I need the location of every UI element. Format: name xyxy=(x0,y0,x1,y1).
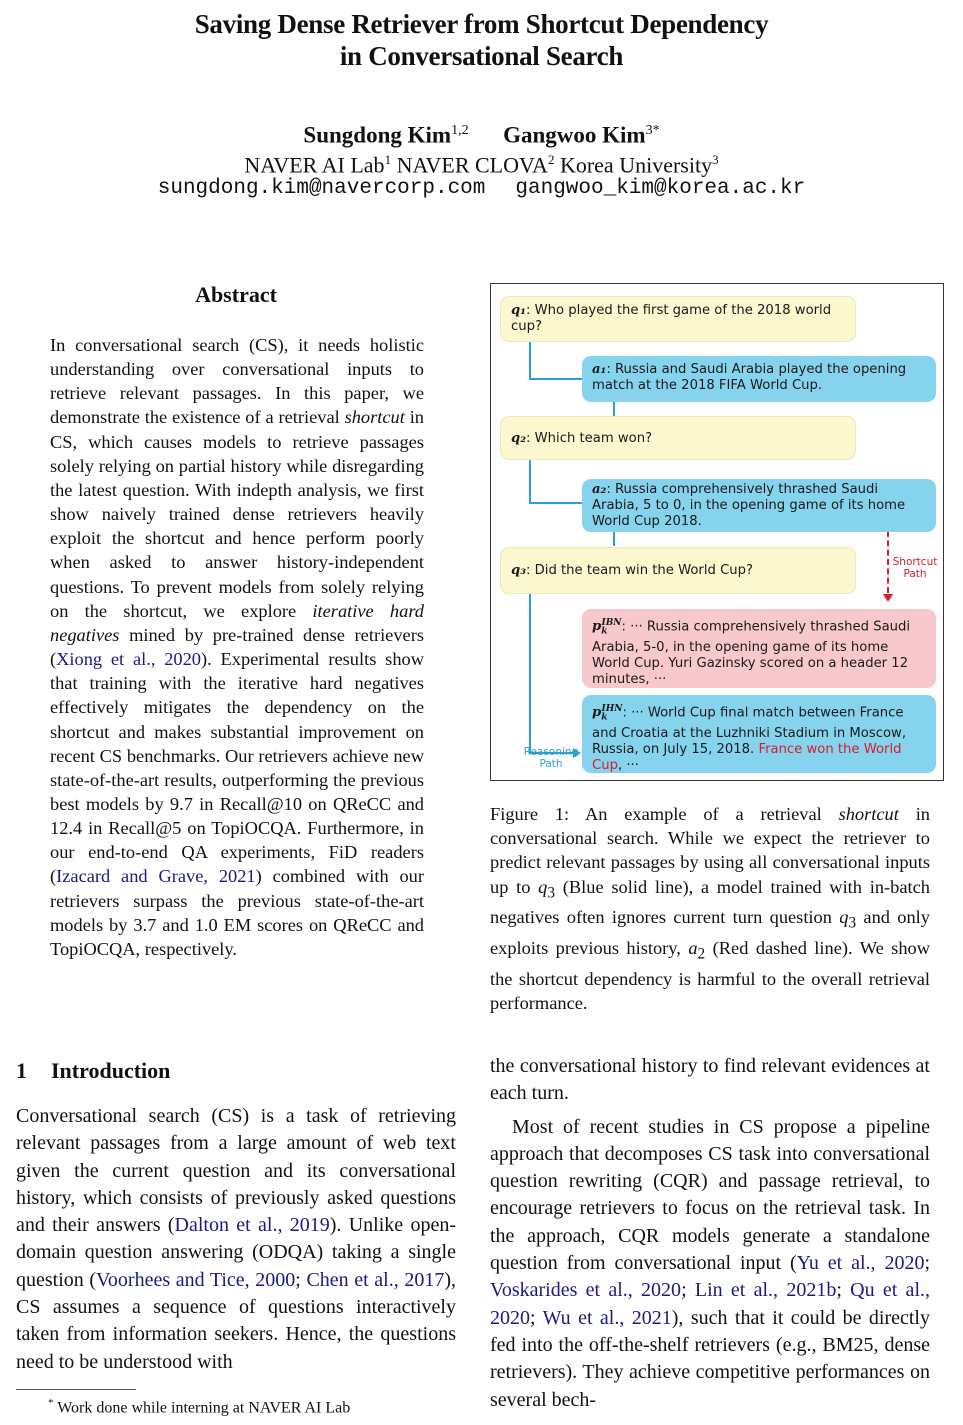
body-text: ; xyxy=(924,1252,931,1275)
affil-mark: 2 xyxy=(547,152,555,167)
reasoning-label-line: Reasoning xyxy=(523,746,579,758)
turn-label: q₁ xyxy=(511,303,526,318)
shortcut-connector xyxy=(887,531,889,593)
title-line-1: Saving Dense Retriever from Shortcut Dependency xyxy=(194,9,769,39)
passage-answer-highlight: France won the World Cup xyxy=(592,742,902,774)
reasoning-connector xyxy=(529,594,531,754)
intro-right-column xyxy=(490,1053,930,1414)
body-text: Most of recent studies in CS propose a pipeline approach that decomposes CS task into conversational question rewriting (CQR) and passage retrieval, to encourage retrievers to focus on the retrieval task. In the approach, CQR models generate a standalone question from conversational input ( xyxy=(490,1115,930,1275)
body-paragraph xyxy=(490,1114,930,1414)
abstract-text: mined by pre-trained dense retrievers ( xyxy=(50,624,424,670)
paper-title xyxy=(0,8,963,72)
body-text: ; xyxy=(836,1279,851,1302)
question-q3 xyxy=(500,547,856,594)
affil-mark: 3 xyxy=(712,152,719,167)
passage-text: , ··· xyxy=(617,758,639,774)
passage-text: : ··· World Cup final match between France and Croatia at the Luzhniki Stadium in Moscow, Russia, on July 15, 2018. xyxy=(592,705,907,758)
turn-text: : Who played the first game of the 2018 world cup? xyxy=(511,303,832,334)
figure-1 xyxy=(490,283,944,781)
citation-link[interactable]: Yu et al., 2020 xyxy=(796,1252,925,1275)
caption-text: (Red dashed line). We show the shortcut dependency is harmful to the overall retrieval performance. xyxy=(490,938,930,1014)
reasoning-connector xyxy=(529,502,583,504)
shortcut-label-line: Path xyxy=(903,568,927,580)
abstract-text: in CS, which causes models to retrieve passages solely relying on partial history while disregarding the latest question. With indepth analysis, we first show naively trained dense retrievers heavily exploit the shortcut and hence perform poorly when asked to answer history-independent questions. To prevent models from solely relying on the shortcut, we explore xyxy=(50,407,425,621)
body-text: ; xyxy=(681,1279,695,1302)
question-q2 xyxy=(500,416,856,460)
body-text: ). Unlike open-domain question answering (ODQA) taking a single question ( xyxy=(16,1214,456,1291)
caption-text: and only exploits previous history, xyxy=(490,907,930,959)
affiliation: NAVER CLOVA xyxy=(396,152,548,178)
figure-caption xyxy=(490,802,930,1016)
abstract-emph: shortcut xyxy=(344,407,405,428)
reasoning-path-label xyxy=(523,746,579,770)
citation-link[interactable]: Wu et al., 2021 xyxy=(542,1306,672,1329)
shortcut-path-label xyxy=(891,556,939,580)
author-emails xyxy=(0,174,963,204)
author-affil-mark: 3* xyxy=(645,123,660,138)
body-text: ; xyxy=(530,1306,543,1329)
math-symbol: q xyxy=(839,907,849,928)
footnote-divider xyxy=(16,1389,136,1390)
affil-mark: 1 xyxy=(384,152,392,167)
passage-ihn xyxy=(582,695,936,773)
title-line-2: in Conversational Search xyxy=(339,41,624,71)
citation-link[interactable]: Qu et al., 2020 xyxy=(490,1279,930,1329)
turn-text: : Did the team win the World Cup? xyxy=(526,563,754,578)
reasoning-connector xyxy=(613,402,615,416)
turn-label: a₂ xyxy=(592,482,607,497)
affiliation: Korea University xyxy=(559,152,713,178)
answer-a1 xyxy=(582,356,936,402)
shortcut-arrow-icon xyxy=(883,594,893,602)
body-text: ; xyxy=(295,1268,307,1291)
turn-label: a₁ xyxy=(592,362,607,377)
math-subscript: 3 xyxy=(848,915,857,933)
section-number: 1 xyxy=(16,1058,27,1083)
math-subscript: 2 xyxy=(697,946,706,964)
body-text: ), such that it could be directly fed into the off-the-shelf retrievers (e.g., BM25, dense retrievers). They achieve competitive performances on several bech- xyxy=(490,1306,930,1411)
footnote xyxy=(48,1392,350,1419)
abstract-body xyxy=(50,333,424,961)
abstract-text: ). Experimental results show that training with the iterative hard negatives effectively mitigates the dependency on the shortcut and makes substantial improvement on recent CS benchmarks. Our retrievers achieve new state-of-the-art results, outperforming the previous best models by 9.7 in Recall@10 on QReCC and 12.4 in Recall@5 on TopiOCQA. Furthermore, in our end-to-end QA experiments, FiD readers ( xyxy=(50,649,424,887)
citation-link[interactable]: Lin et al., 2021b xyxy=(694,1279,837,1302)
section-title: Introduction xyxy=(51,1058,171,1083)
reasoning-connector xyxy=(613,532,615,546)
citation-link[interactable]: Izacard and Grave, 2021 xyxy=(56,866,256,887)
turn-label: q₃ xyxy=(511,563,526,578)
citation-link[interactable]: Xiong et al., 2020 xyxy=(56,649,201,670)
reasoning-connector xyxy=(529,378,583,380)
passage-label: $p_k^{IBN}$ xyxy=(592,618,622,638)
question-q1 xyxy=(500,296,856,342)
intro-left-column xyxy=(16,1103,456,1376)
math-subscript: 3 xyxy=(547,884,556,902)
caption-text: Figure 1: An example of a retrieval xyxy=(490,804,839,824)
passage-ibn xyxy=(582,609,936,688)
caption-emph: shortcut xyxy=(838,804,899,824)
body-text: Conversational search (CS) is a task of retrieving relevant passages from a large amount of web text given the current question and its conversational history, which consists of previously asked questions and their answers ( xyxy=(16,1105,456,1237)
passage-text: : ··· Russia comprehensively thrashed Saudi Arabia, 5-0, in the opening game of its home World Cup. Yuri Gazinsky scored on a header 12 minutes, ··· xyxy=(592,619,911,688)
abstract-text: In conversational search (CS), it needs holistic understanding over conversational inputs to retrieve relevant passages. In this paper, we demonstrate the existence of a retrieval xyxy=(50,335,424,428)
email-link[interactable]: sungdong.kim@navercorp.com xyxy=(157,177,486,200)
author-name: Sungdong Kim xyxy=(303,122,452,148)
author-affil-mark: 1,2 xyxy=(451,123,469,138)
affiliation: NAVER AI Lab xyxy=(244,152,385,178)
math-symbol: a xyxy=(688,938,698,959)
abstract-heading: Abstract xyxy=(195,282,277,307)
email-link[interactable]: gangwoo_kim@korea.ac.kr xyxy=(515,177,806,200)
body-paragraph: the conversational history to find relevant evidences at each turn. xyxy=(490,1055,930,1105)
abstract-text: ) combined with our retrievers surpass the previous state-of-the-art models by 3.7 and 1.0 EM scores on QReCC and TopiOCQA, respectively. xyxy=(50,866,424,959)
citation-link[interactable]: Voorhees and Tice, 2000 xyxy=(96,1268,296,1291)
body-text: ), CS assumes a sequence of questions interactively taken from information seekers. Hence, the questions need to be understood with xyxy=(16,1268,457,1373)
caption-text: in conversational search. While we expect the retriever to predict relevant passages by using all conversational inputs up to xyxy=(490,804,931,897)
turn-label: q₂ xyxy=(511,431,526,446)
math-symbol: q xyxy=(538,876,548,897)
footnote-mark: * xyxy=(48,1397,54,1409)
reasoning-connector xyxy=(529,342,531,380)
answer-a2 xyxy=(582,479,936,532)
author-name: Gangwoo Kim xyxy=(503,122,646,148)
passage-label: $p_k^{IHN}$ xyxy=(592,704,623,724)
footnote-text: Work done while interning at NAVER AI Lab xyxy=(53,1399,351,1417)
reasoning-label-line: Path xyxy=(539,758,563,770)
turn-text: : Which team won? xyxy=(526,431,653,446)
abstract-emph: iterative hard negatives xyxy=(50,600,424,645)
reasoning-connector xyxy=(529,460,531,504)
citation-link[interactable]: Dalton et al., 2019 xyxy=(174,1214,330,1237)
citation-link[interactable]: Voskarides et al., 2020 xyxy=(490,1279,682,1302)
turn-text: : Russia and Saudi Arabia played the opening match at the 2018 FIFA World Cup. xyxy=(592,362,907,393)
turn-text: : Russia comprehensively thrashed Saudi Arabia, 5 to 0, in the opening game of its home World Cup 2018. xyxy=(592,482,906,529)
shortcut-label-line: Shortcut xyxy=(892,556,938,568)
caption-text: (Blue solid line), a model trained with in-batch negatives often ignores current turn question xyxy=(490,876,930,928)
citation-link[interactable]: Chen et al., 2017 xyxy=(306,1268,445,1291)
section-heading-introduction xyxy=(16,1058,170,1084)
